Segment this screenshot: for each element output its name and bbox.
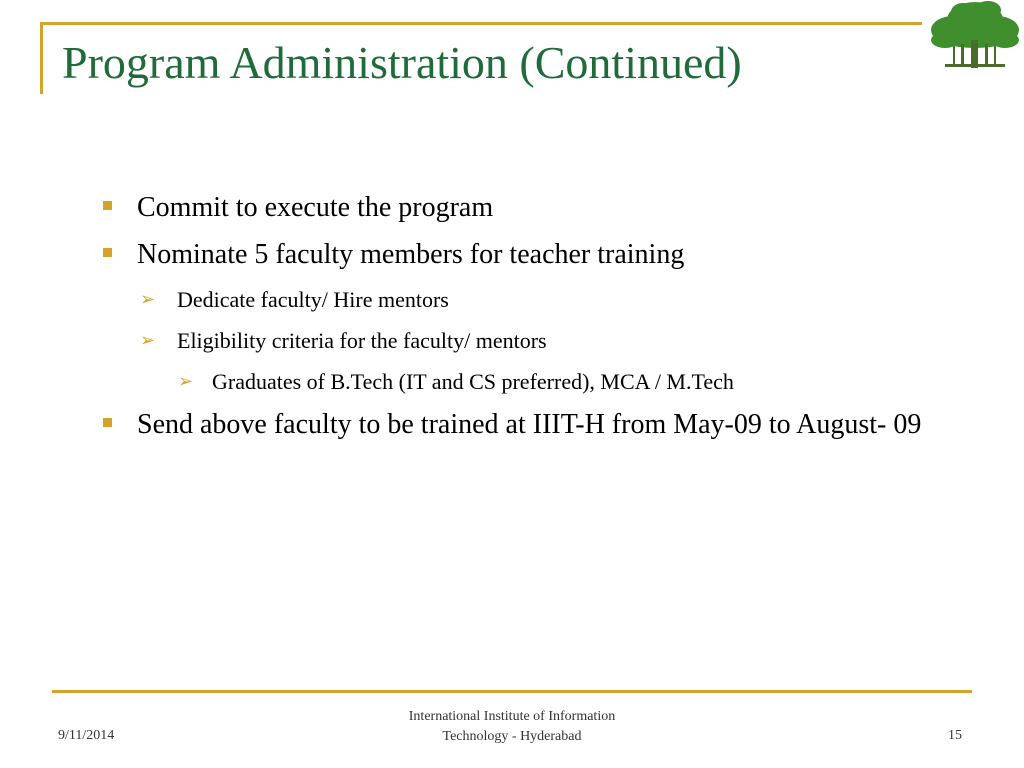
arrow-bullet-icon: ➢ (140, 289, 156, 310)
accent-vertical-line (40, 22, 43, 94)
bullet-send (100, 405, 960, 445)
bullet-text: Send above faculty to be trained at IIIT-H from May-09 to August- 09 (137, 409, 922, 440)
subsubbullet-text: Graduates of B.Tech (IT and CS preferred), MCA / M.Tech (212, 369, 734, 394)
arrow-bullet-icon: ➢ (178, 371, 194, 392)
bullet-text: Nominate 5 faculty members for teacher training (137, 239, 685, 270)
footer-institute (362, 707, 662, 747)
arrow-bullet-icon: ➢ (140, 330, 156, 351)
bullet-commit (100, 188, 960, 228)
footer-divider (52, 690, 972, 693)
footer-institute-line1: International Institute of Information (408, 709, 616, 724)
footer-date: 9/11/2014 (58, 728, 115, 743)
slide-title: Program Administration (Continued) (62, 37, 742, 88)
subbullet-text: Eligibility criteria for the faculty/ mentors (177, 328, 547, 353)
bullet-nominate (100, 235, 960, 275)
slide-content (100, 188, 960, 452)
subbullet-eligibility (100, 323, 960, 359)
page-number: 15 (948, 728, 962, 743)
accent-top-line (40, 22, 922, 25)
subbullet-dedicate (100, 282, 960, 318)
subsubbullet-graduates (100, 364, 960, 400)
tree-icon (925, 0, 1024, 72)
footer-institute-line2: Technology - Hyderabad (442, 729, 582, 744)
subbullet-text: Dedicate faculty/ Hire mentors (177, 287, 449, 312)
bullet-text: Commit to execute the program (137, 192, 494, 223)
